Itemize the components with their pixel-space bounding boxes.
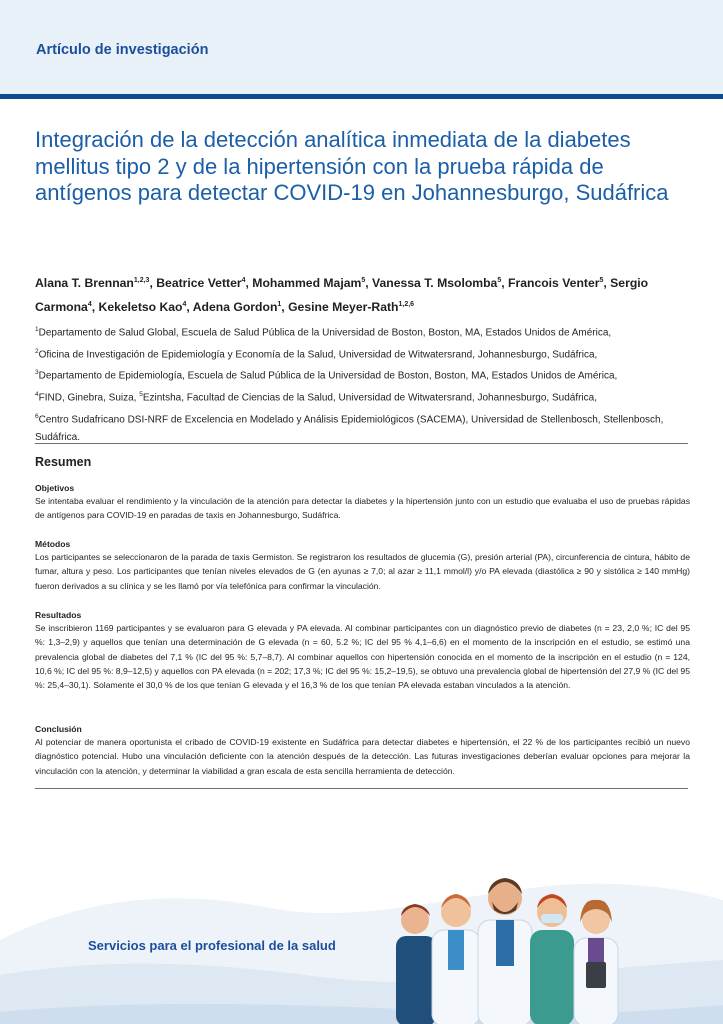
author-separator: , (245, 276, 253, 291)
author-affiliation-mark: 5 (599, 277, 604, 284)
section-title: Resultados (35, 610, 82, 620)
author-affiliation-mark: 5 (361, 277, 366, 284)
section-title: Conclusión (35, 724, 82, 734)
section-objetivos (35, 482, 690, 523)
section-title: Métodos (35, 539, 71, 549)
author-separator: , (91, 300, 99, 315)
footer-illustration (0, 790, 723, 1024)
affiliation-2: $^2$Oficina de Investigación de Epidemiología y Economía de la Salud, Universidad de Witwatersrand, Johannesburgo, Sudáfrica, (35, 347, 598, 360)
section-body: Al potenciar de manera oportunista el cribado de COVID-19 existente en Sudáfrica para detectar diabetes e hipertensión, el 22 % de los participantes recibió un nuevo diagnóstico potencial. Hubo una vinculación deficiente con la atención después de la detección. Las futuras investigaciones deberían evaluar opciones para mejorar la vinculación con la atención, y determinar la viabilidad a gran escala de esta sencilla herramienta de detección. (35, 737, 690, 776)
section-body: Se inscribieron 1169 participantes y se evaluaron para G elevada y PA elevada. Al combinar participantes con un diagnóstico previo de diabetes (n = 23, 2,0 %; IC del 95 %: 1,3–2,9) y aquellos que tenían una determinación de G elevada (n = 60, 5.2 %; IC del 95 % 4,1–6,6) en el momento de la inscripción en el estudio, se estimó una prevalencia global de diabetes del 7,1 % (IC del 95 %: 5,7–8,7). Al combinar aquellos con hipertensión conocida en el momento de la inscripción en el estudio (n = 124, 10,6 %; IC del 95 %: 8,9–12,5) y aquellos con PA elevada (n = 202; 17,3 %; IC del 95 %: 15,2–19,5), se obtuvo una prevalencia global de hipertensión del 27,9 % (IC del 95 %: 25,4–30,1). Solamente el 30,0 % de los que tenían G elevada y el 16,3 % de los que tenían PA elevada estaban vinculados a la atención. (35, 623, 690, 691)
section-title: Objetivos (35, 483, 75, 493)
author-affiliation-mark: 4 (87, 301, 92, 309)
author-affiliation-mark: 1,2,6 (398, 301, 415, 309)
section-metodos (35, 538, 690, 593)
header-rule (0, 94, 723, 99)
affiliations (35, 321, 695, 447)
author-name: Mohammed Majam (252, 276, 362, 291)
author-name: Gesine Meyer-Rath (288, 300, 399, 315)
author-affiliation-mark: 1,2,3 (133, 277, 150, 284)
author-separator: , (149, 276, 157, 291)
author-affiliation-mark: 4 (182, 301, 187, 309)
article-title: Integración de la detección analítica inmediata de la diabetes mellitus tipo 2 y de la hipertensión con la prueba rápida de antígenos para detectar COVID-19 en Johannesburgo, Sudáfrica (35, 127, 669, 205)
author-name: Sergio Carmona (35, 276, 649, 315)
author-name: Kekeletso Kao (98, 300, 183, 315)
author-separator: , (281, 300, 289, 315)
author-name: Francois Venter (508, 276, 600, 291)
article-type-label: Artículo de investigación (36, 42, 209, 58)
author-list (35, 270, 695, 318)
author-separator: , (186, 300, 193, 315)
author-affiliation-mark: 4 (241, 277, 246, 284)
author-name: Beatrice Vetter (156, 276, 242, 291)
author-name: Adena Gordon (192, 300, 278, 315)
abstract-top-rule (35, 443, 688, 444)
footer-tagline: Servicios para el profesional de la salud (88, 938, 336, 953)
affiliation-4-5: $^4$FIND, Ginebra, Suiza, $^5$Ezintsha, Facultad de Ciencias de la Salud, Universidad de Witwatersrand, Johannesburgo, Sudáfrica, (35, 390, 597, 404)
section-resultados (35, 609, 690, 692)
affiliation-6: $^6$Centro Sudafricano DSI-NRF de Excelencia en Modelado y Análisis Epidemiológicos (SACEMA), Universidad de Stellenbosch, Stellenbosch, Sudáfrica. (35, 412, 664, 444)
author-separator: , (603, 276, 611, 291)
author-affiliation-mark: 1 (277, 301, 282, 309)
author-affiliation-mark: 5 (497, 277, 502, 284)
author-name: Vanessa T. Msolomba (372, 276, 498, 291)
author-separator: , (365, 276, 373, 291)
affiliation-1: $^1$Departamento de Salud Global, Escuela de Salud Pública de la Universidad de Boston, Boston, MA, Estados Unidos de América, (35, 326, 612, 339)
abstract-bottom-rule (35, 788, 688, 789)
section-body: Se intentaba evaluar el rendimiento y la vinculación de la atención para detectar la diabetes y la hipertensión junto con un estudio que evaluaba el uso de pruebas rápidas de antígenos para COVID-19 en paradas de taxis en Johannesburgo, Sudáfrica. (35, 496, 690, 521)
affiliation-3: $^3$Departamento de Epidemiología, Escuela de Salud Pública de la Universidad de Boston, Boston, MA, Estados Unidos de América, (35, 369, 618, 382)
author-name: Alana T. Brennan (35, 276, 134, 291)
section-conclusion (35, 723, 690, 778)
abstract-heading: Resumen (35, 455, 92, 469)
section-body: Los participantes se seleccionaron de la parada de taxis Germiston. Se registraron los resultados de glucemia (G), presión arterial (PA), circunferencia de cintura, hábito de fumar, altura y peso. Los participantes que tenían niveles elevados de G (en ayunas ≥ 7,0; al azar ≥ 11,1 mmol/l) y/o PA elevada (diastólica ≥ 90 y sistólica ≥ 140 mmHg) fueron derivados a su clínica y se les llamó por vía telefónica para confirmar la vinculación. (35, 552, 690, 591)
author-separator: , (501, 276, 509, 291)
